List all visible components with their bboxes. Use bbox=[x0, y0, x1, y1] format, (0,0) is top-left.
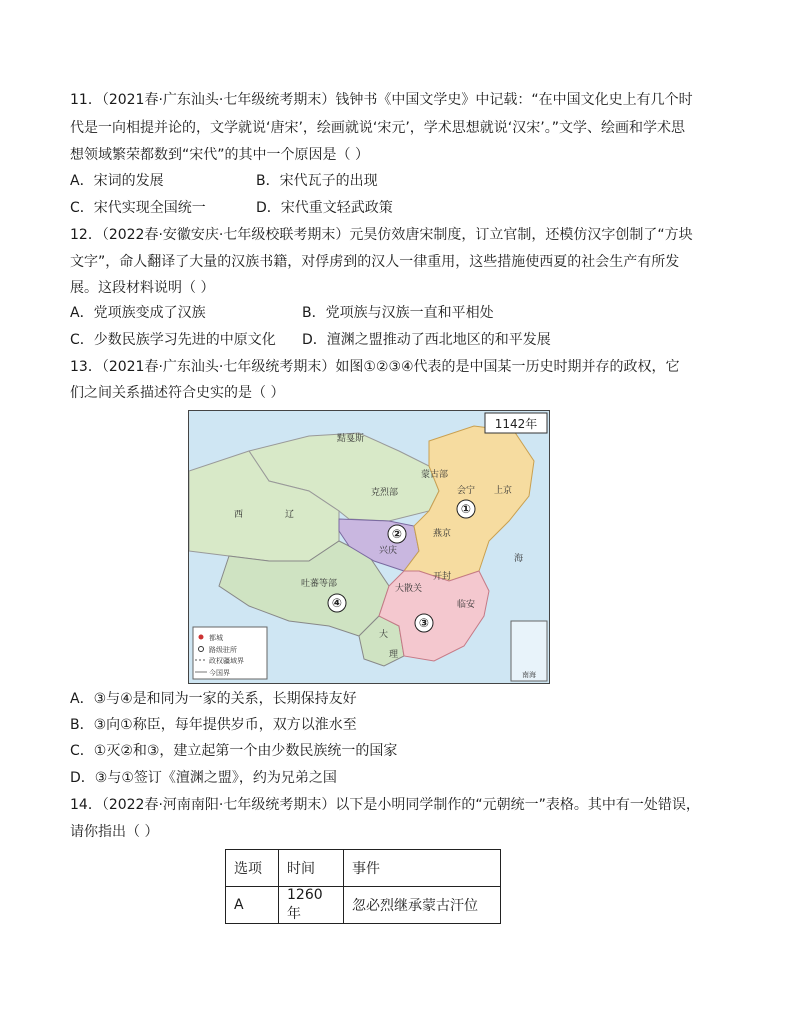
q11-stem-line-2: 代是一向相提并论的，文学就说‘唐宋’，绘画就说‘宋元’，学术思想就说‘汉宋’。”文学、绘画和学术思 bbox=[70, 120, 685, 136]
map-label-kaifeng: 开封 bbox=[433, 572, 452, 582]
map-label-tufan: 吐蕃等部 bbox=[301, 579, 338, 589]
map-year-label: 1142年 bbox=[494, 417, 538, 431]
q11-option-d[interactable]: D．宋代重文轻武政策 bbox=[256, 200, 393, 216]
map-legend-border: 政权疆域界 bbox=[209, 657, 244, 665]
map-marker-1: ① bbox=[460, 502, 472, 516]
map-label-yanjing: 燕京 bbox=[433, 529, 452, 539]
table-row bbox=[226, 887, 501, 924]
q12-stem-line-1: 12．（2022春·安徽安庆·七年级校联考期末）元昊仿效唐宋制度，订立官制，还模仿汉字创制了“方块 bbox=[70, 227, 693, 243]
table-header-row bbox=[226, 850, 501, 887]
map-legend-modern-border: 今国界 bbox=[209, 669, 230, 677]
q11-stem-line-3: 想领域繁荣都数到“宋代”的其中一个原因是（ ） bbox=[70, 147, 369, 163]
q14-table bbox=[225, 849, 501, 924]
q13-option-a[interactable]: A．③与④是和同为一家的关系，长期保持友好 bbox=[70, 691, 357, 707]
map-marker-2: ② bbox=[391, 527, 403, 541]
map-label-menggu: 蒙古部 bbox=[421, 470, 449, 480]
q13-option-c[interactable]: C．①灭②和③，建立起第一个由少数民族统一的国家 bbox=[70, 743, 398, 759]
q11-stem-line-1: 11．（2021春·广东汕头·七年级统考期末）钱钟书《中国文学史》中记载：“在中国文化史上有几个时 bbox=[70, 92, 693, 108]
map-marker-3: ③ bbox=[418, 616, 430, 630]
table-header-cell: 时间 bbox=[279, 850, 344, 887]
map-label-li: 理 bbox=[389, 650, 399, 660]
map-legend-circuit: 路级驻所 bbox=[209, 646, 237, 654]
q14-stem-line-1: 14．（2022春·河南南阳·七年级统考期末）以下是小明同学制作的“元朝统一”表格。其中有一处错误， bbox=[70, 797, 700, 813]
q12-option-c[interactable]: C．少数民族学习先进的中原文化 bbox=[70, 332, 276, 348]
q12-stem-line-3: 展。这段材料说明（ ） bbox=[70, 280, 215, 296]
map-inset-label: 南海 bbox=[522, 671, 536, 679]
map-label-linan: 临安 bbox=[457, 600, 476, 610]
q14-stem-line-2: 请你指出（ ） bbox=[70, 824, 159, 840]
table-header-cell: 事件 bbox=[344, 850, 501, 887]
map-label-da: 大 bbox=[379, 630, 389, 640]
table-cell: 1260年 bbox=[279, 887, 344, 924]
q12-option-a[interactable]: A．党项族变成了汉族 bbox=[70, 305, 206, 321]
q12-option-d[interactable]: D．澶渊之盟推动了西北地区的和平发展 bbox=[302, 332, 551, 348]
map-label-sea: 海 bbox=[514, 554, 524, 564]
table-header-cell: 选项 bbox=[226, 850, 279, 887]
q11-option-a[interactable]: A．宋词的发展 bbox=[70, 173, 164, 189]
q11-option-c[interactable]: C．宋代实现全国统一 bbox=[70, 200, 206, 216]
map-label-xiajiasi: 黠戛斯 bbox=[337, 434, 365, 444]
table-cell: A bbox=[226, 887, 279, 924]
map-label-xi: 西 bbox=[234, 510, 244, 520]
map-label-dasanguan: 大散关 bbox=[395, 584, 423, 594]
q12-stem-line-2: 文字”，命人翻译了大量的汉族书籍，对俘虏到的汉人一律重用，这些措施使西夏的社会生产有所发 bbox=[70, 254, 680, 270]
q13-stem-line-1: 13．（2021春·广东汕头·七年级统考期末）如图①②③④代表的是中国某一历史时期并存的政权，它 bbox=[70, 359, 680, 375]
map-label-liao: 辽 bbox=[285, 510, 295, 520]
q13-option-b[interactable]: B．③向①称臣，每年提供岁币，双方以淮水至 bbox=[70, 717, 357, 733]
map-label-xingqing: 兴庆 bbox=[379, 546, 398, 556]
map-legend-capital: 都城 bbox=[209, 634, 223, 642]
map-label-kelie: 克烈部 bbox=[371, 488, 399, 498]
map-label-shangjing: 上京 bbox=[494, 486, 513, 496]
map-marker-4: ④ bbox=[331, 596, 343, 610]
q13-option-d[interactable]: D．③与①签订《澶渊之盟》，约为兄弟之国 bbox=[70, 770, 337, 786]
q11-option-b[interactable]: B．宋代瓦子的出现 bbox=[256, 173, 378, 189]
table-cell: 忽必烈继承蒙古汗位 bbox=[344, 887, 501, 924]
q13-stem-line-2: 们之间关系描述符合史实的是（ ） bbox=[70, 385, 285, 401]
q12-option-b[interactable]: B．党项族与汉族一直和平相处 bbox=[302, 305, 494, 321]
map-label-huining: 会宁 bbox=[457, 486, 476, 496]
song-jin-map bbox=[188, 410, 550, 684]
